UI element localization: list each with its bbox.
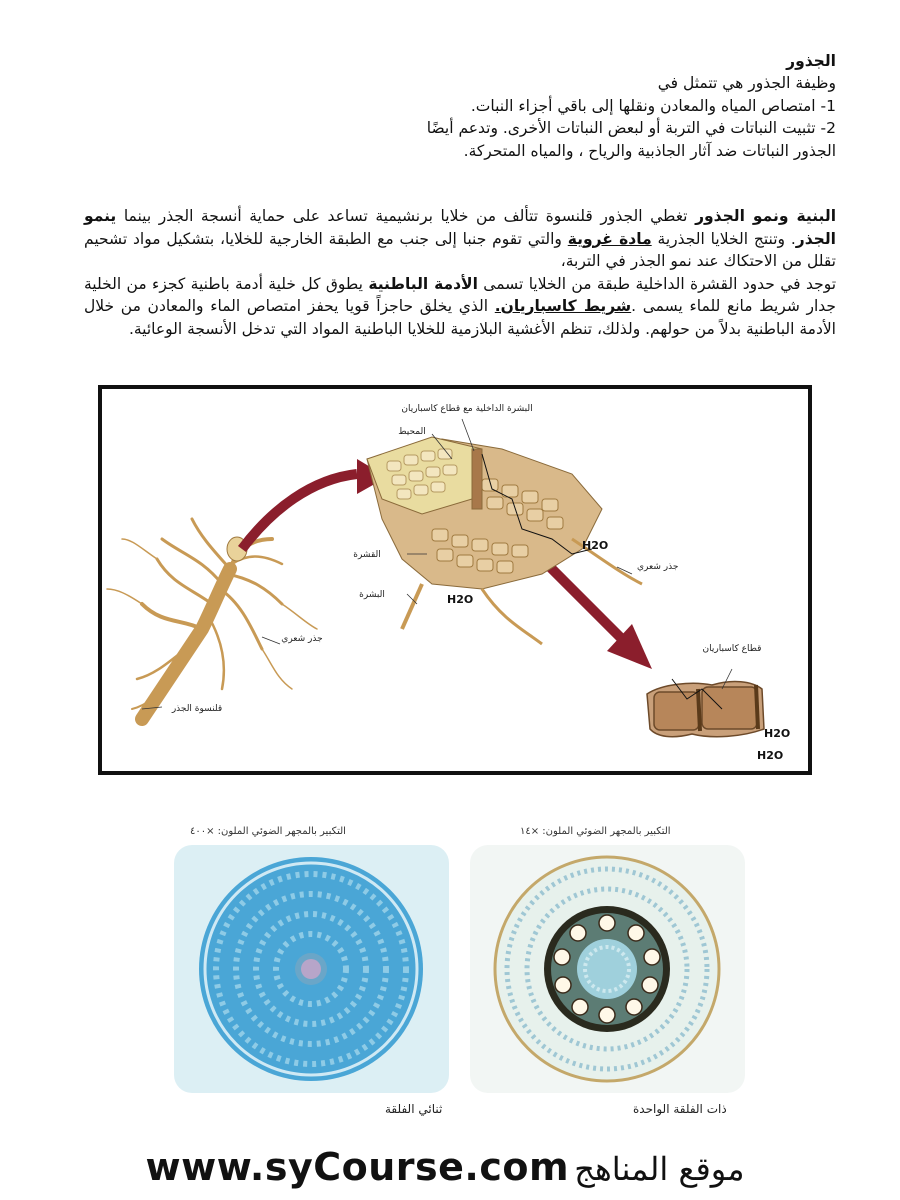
structure-block [84, 205, 836, 273]
arrow-to-section [242, 474, 357, 549]
root-diagram-svg [102, 389, 808, 771]
right-micro-title: التكبير بالمجهر الضوئي الملون: ×١٤ [520, 826, 671, 837]
endodermis-block [84, 273, 836, 341]
h2o-label-4: H2O [757, 749, 784, 762]
monocot-caption: ذات الفلقة الواحدة [633, 1102, 727, 1116]
endo-text-b: يطوق كل خلية أدمة باطنية كجزء من الخلية جدار شريط مانع للماء يسمى . [84, 274, 837, 315]
footer-url[interactable]: www.syCourse.com [145, 1145, 570, 1189]
label-cortex: القشرة [353, 550, 381, 560]
footer-site-name: موقع المناهج [574, 1150, 745, 1188]
label-epidermis: البشرة [359, 590, 385, 600]
monocot-micrograph [470, 845, 745, 1093]
function-item-1: 1- امتصاص المياه والمعادن ونقلها إلى باقي أجزاء النبات. [470, 96, 836, 115]
h2o-label-3: H2O [764, 727, 791, 740]
page-title: الجذور [786, 52, 836, 70]
left-micro-title: التكبير بالمجهر الضوئي الملون: ×٤٠٠ [190, 826, 346, 837]
function-intro: وظيفة الجذور هي تتمثل في [657, 74, 836, 92]
endo-text-a: توجد في حدود القشرة الداخلية طبقة من الخلايا تسمى [477, 274, 837, 293]
label-pericycle: المحيط [398, 427, 426, 437]
casparian-cells [647, 682, 764, 737]
structure-growth: ينمو الجذر [84, 207, 836, 248]
function-item-2: 2- تثبيت النباتات في التربة أو لبعض النباتات الأخرى. وتدعم أيضًا [426, 119, 836, 137]
dicot-caption: ثنائي الفلقة [385, 1102, 443, 1116]
term-casparian: شريط كاسباريان. [494, 297, 632, 315]
function-item-2-cont: الجذور النباتات ضد آثار الجاذبية والرياح ، والمياه المتحركة. [463, 141, 836, 160]
structure-text-c: والتي تقوم جنبا إلى جنب مع الطبقة الخارجية للخلايا، بتشكيل مواد تشحيم تقلل من الاحتكاك عند نمو الجذر في التربة، [84, 229, 836, 270]
h2o-label-2: H2O [447, 593, 474, 606]
structure-text-b: . وتنتج الخلايا الجذرية [651, 229, 796, 248]
structure-title: البنية ونمو الجذور [695, 207, 837, 225]
h2o-label-1: H2O [582, 539, 609, 552]
structure-text-a: تغطي الجذور قلنسوة تتألف من خلايا برنشيمية تساعد على حماية أنسجة الجذر بينما [116, 207, 696, 225]
label-casparian-strip: قطاع كاسباريان [702, 644, 762, 654]
label-root-cap: قلنسوة الجذر [171, 704, 223, 714]
label-root-hair-2: جذر شعري [281, 634, 323, 644]
structure-paragraph [84, 205, 836, 340]
term-endodermis: الأدمة الباطنية [368, 274, 478, 293]
function-paragraph [84, 72, 836, 162]
footer [0, 1145, 900, 1189]
dicot-micrograph [174, 845, 449, 1093]
endo-text-c: الذي يخلق حاجزاً قويا يحفز امتصاص الماء والمعادن من خلال الأدمة الباطنية بدلاً من حولهم. ولذلك، تنظم الأغشية البلازمية للخلايا الباطنية المواد التي تدخل الأنسجة الوعائية. [84, 297, 836, 338]
term-mucilage: مادة غروية [567, 229, 652, 248]
root-diagram [98, 385, 812, 775]
root-illustration [107, 519, 317, 719]
label-endodermis-casparian: البشرة الداخلية مع قطاع كاسباريان [401, 404, 533, 414]
label-root-hair-1: جذر شعري [637, 562, 679, 572]
